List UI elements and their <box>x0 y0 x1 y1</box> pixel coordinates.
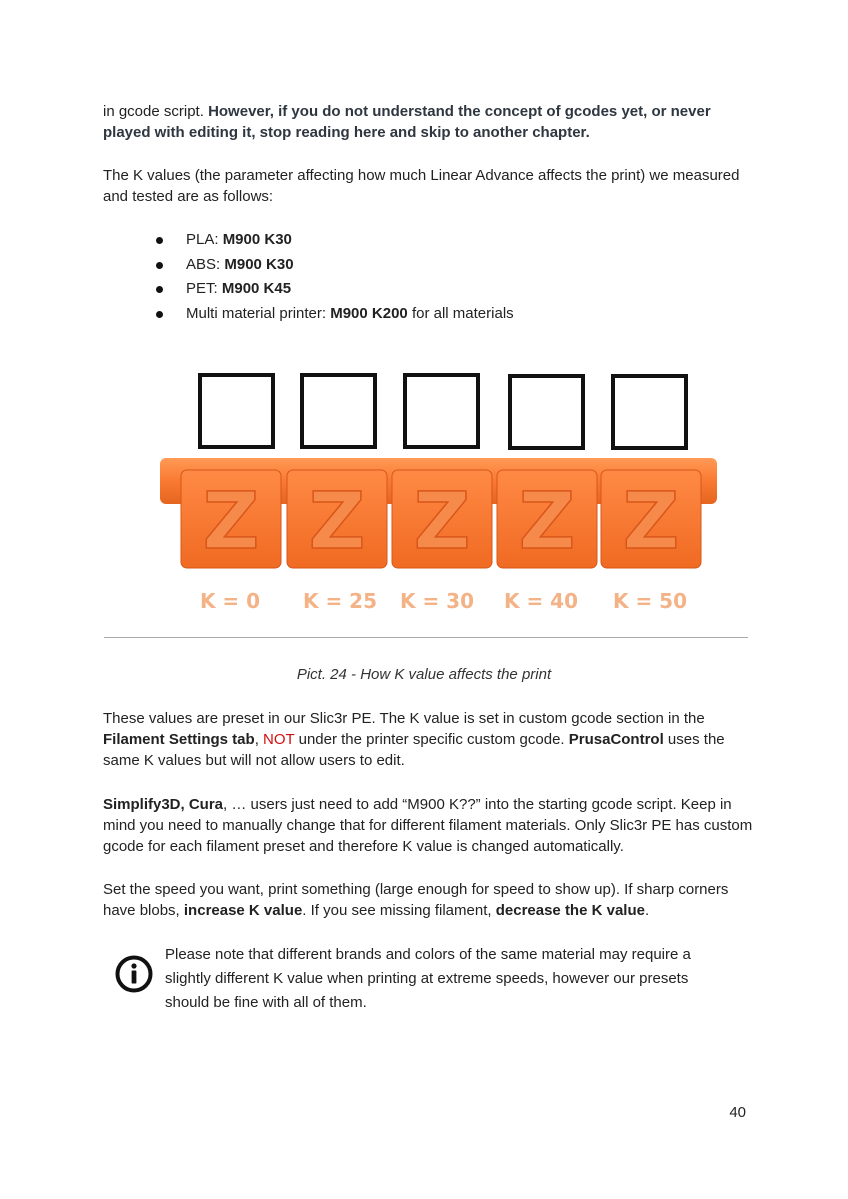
text-run: . If you see missing filament, <box>302 902 496 919</box>
list-item-label: PLA: <box>186 231 223 248</box>
k-label: K = 50 <box>612 589 688 613</box>
text-run: under the printer specific custom gcode. <box>294 731 569 748</box>
k-value-illustration <box>0 360 848 650</box>
k-values-list <box>140 228 514 326</box>
outline-square <box>405 375 478 447</box>
tuning-paragraph <box>103 879 753 921</box>
page-number: 40 <box>729 1104 746 1121</box>
bullet-dot <box>156 311 163 318</box>
k-label: K = 40 <box>503 589 579 613</box>
bullet-dot <box>156 237 163 244</box>
k-labels <box>200 589 687 613</box>
other-slicers-paragraph <box>103 794 753 857</box>
caption-divider <box>104 637 748 638</box>
cube-letter: Z <box>202 477 260 567</box>
k-values-intro: The K values (the parameter affecting how much Linear Advance affects the print) we measured and tested are as follows: <box>103 167 740 205</box>
figure-caption: Pict. 24 - How K value affects the print <box>296 666 552 683</box>
printed-cube <box>287 470 387 568</box>
warning-however: However, <box>208 103 274 120</box>
decrease-k-emphasis: decrease the K value <box>495 902 645 919</box>
cube-letter: Z <box>518 477 576 567</box>
increase-k-emphasis: increase K value <box>183 902 303 919</box>
list-item-value: M900 K30 <box>222 231 292 248</box>
list-item <box>140 277 514 302</box>
printed-cube <box>497 470 597 568</box>
warning-text: if you do not understand the concept of gcodes yet, or never played with editing it, stop reading here and skip to another chapter. <box>103 103 711 141</box>
outline-squares <box>200 375 686 448</box>
info-icon <box>114 954 154 994</box>
not-emphasis: NOT <box>263 731 295 748</box>
printed-cube <box>601 470 701 568</box>
printed-cubes <box>181 470 701 568</box>
intro-lead: in gcode script. <box>103 103 209 120</box>
printed-cube <box>181 470 281 568</box>
text-run: These values are preset in our Slic3r PE. The K value is set in custom gcode section in the <box>103 710 705 727</box>
list-item-label: Multi material printer: <box>186 304 331 322</box>
cube-letter: Z <box>622 477 680 567</box>
list-item <box>140 253 514 278</box>
list-item <box>140 228 514 253</box>
printed-cube <box>392 470 492 568</box>
prusacontrol-emphasis: PrusaControl <box>568 731 664 748</box>
list-item-label: ABS: <box>186 255 225 273</box>
outline-square <box>200 375 273 447</box>
k-label: K = 0 <box>199 589 261 613</box>
slicers-emphasis: Simplify3D, Cura <box>103 796 224 813</box>
text-run: , <box>254 731 264 748</box>
text-run: , … users just need to add “M900 K??” into the starting gcode script. Keep in mind you need to manually change that for different filament materials. Only Slic3r PE has custom gcode for each filament preset and therefore K value is changed automatically. <box>103 796 753 855</box>
cube-letter: Z <box>413 477 471 567</box>
cube-letter: Z <box>308 477 366 567</box>
outline-square <box>510 376 583 448</box>
note-text: Please note that different brands and colors of the same material may require a slightly different K value when printing at extreme speeds, however our presets should be fine with all of them. <box>165 946 691 1011</box>
bullet-dot <box>156 286 163 293</box>
list-item-value: M900 K200 <box>330 304 408 322</box>
text-run: uses the same K values but will not allow users to edit. <box>103 731 725 769</box>
slic3r-paragraph <box>103 708 753 771</box>
outline-square <box>302 375 375 447</box>
k-label: K = 25 <box>302 589 378 613</box>
list-item-value: M900 K45 <box>221 280 292 297</box>
k-value-figure <box>0 360 848 650</box>
outline-square <box>613 376 686 448</box>
list-item-value: M900 K30 <box>224 255 294 273</box>
list-item <box>140 302 514 327</box>
intro-paragraph <box>103 101 753 143</box>
text-run: . <box>644 902 650 919</box>
k-label: K = 30 <box>399 589 475 613</box>
filament-settings-emphasis: Filament Settings tab <box>103 731 255 748</box>
list-item-suffix: for all materials <box>407 304 514 322</box>
list-item-label: PET: <box>186 280 222 297</box>
bullet-dot <box>156 262 163 269</box>
text-run: Set the speed you want, print something (large enough for speed to show up). If sharp corners have blobs, <box>103 881 729 919</box>
